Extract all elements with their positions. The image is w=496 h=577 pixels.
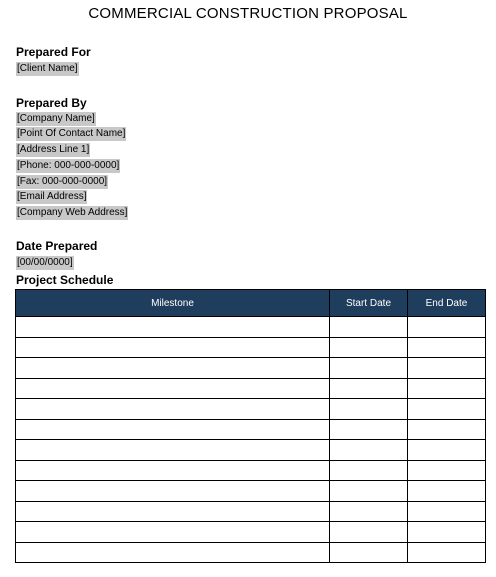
start-date-cell[interactable] [330, 460, 408, 481]
milestone-cell[interactable] [16, 419, 330, 440]
end-date-cell[interactable] [408, 399, 486, 420]
end-date-cell[interactable] [408, 460, 486, 481]
start-date-column-header: Start Date [330, 290, 408, 317]
table-row [16, 460, 486, 481]
start-date-cell[interactable] [330, 419, 408, 440]
milestone-cell[interactable] [16, 358, 330, 379]
schedule-header-row [16, 290, 486, 317]
end-date-cell[interactable] [408, 337, 486, 358]
table-row [16, 501, 486, 522]
table-row [16, 481, 486, 502]
milestone-column-header: Milestone [16, 290, 330, 317]
end-date-cell[interactable] [408, 358, 486, 379]
start-date-cell[interactable] [330, 522, 408, 543]
address-line-field[interactable]: [Address Line 1] [17, 144, 90, 155]
end-date-cell[interactable] [408, 501, 486, 522]
table-row [16, 317, 486, 338]
project-schedule-heading: Project Schedule [16, 273, 114, 287]
milestone-cell[interactable] [16, 317, 330, 338]
milestone-cell[interactable] [16, 399, 330, 420]
milestone-cell[interactable] [16, 378, 330, 399]
end-date-cell[interactable] [408, 522, 486, 543]
project-schedule-table [15, 289, 486, 563]
email-field[interactable]: [Email Address] [17, 191, 87, 202]
start-date-cell[interactable] [330, 399, 408, 420]
start-date-cell[interactable] [330, 317, 408, 338]
fax-field[interactable]: [Fax: 000-000-0000] [17, 176, 108, 187]
date-prepared-heading: Date Prepared [16, 239, 98, 253]
milestone-cell[interactable] [16, 337, 330, 358]
table-row [16, 440, 486, 461]
table-row [16, 522, 486, 543]
company-name-field[interactable]: [Company Name] [17, 113, 95, 124]
end-date-cell[interactable] [408, 419, 486, 440]
end-date-cell[interactable] [408, 378, 486, 399]
table-row [16, 337, 486, 358]
phone-field[interactable]: [Phone: 000-000-0000] [17, 160, 120, 171]
milestone-cell[interactable] [16, 440, 330, 461]
milestone-cell[interactable] [16, 460, 330, 481]
table-row [16, 419, 486, 440]
client-name-field[interactable]: [Client Name] [17, 63, 78, 74]
milestone-cell[interactable] [16, 522, 330, 543]
document-title: COMMERCIAL CONSTRUCTION PROPOSAL [88, 5, 408, 22]
prepared-for-heading: Prepared For [16, 45, 91, 59]
table-row [16, 542, 486, 563]
start-date-cell[interactable] [330, 378, 408, 399]
start-date-cell[interactable] [330, 481, 408, 502]
date-prepared-field[interactable]: [00/00/0000] [17, 257, 73, 268]
milestone-cell[interactable] [16, 501, 330, 522]
prepared-by-heading: Prepared By [16, 96, 87, 110]
end-date-cell[interactable] [408, 317, 486, 338]
end-date-cell[interactable] [408, 440, 486, 461]
end-date-cell[interactable] [408, 542, 486, 563]
table-row [16, 358, 486, 379]
milestone-cell[interactable] [16, 481, 330, 502]
start-date-cell[interactable] [330, 440, 408, 461]
end-date-column-header: End Date [408, 290, 486, 317]
company-web-address-field[interactable]: [Company Web Address] [17, 207, 128, 218]
table-row [16, 399, 486, 420]
start-date-cell[interactable] [330, 337, 408, 358]
end-date-cell[interactable] [408, 481, 486, 502]
start-date-cell[interactable] [330, 542, 408, 563]
milestone-cell[interactable] [16, 542, 330, 563]
point-of-contact-field[interactable]: [Point Of Contact Name] [17, 128, 126, 139]
start-date-cell[interactable] [330, 501, 408, 522]
start-date-cell[interactable] [330, 358, 408, 379]
table-row [16, 378, 486, 399]
